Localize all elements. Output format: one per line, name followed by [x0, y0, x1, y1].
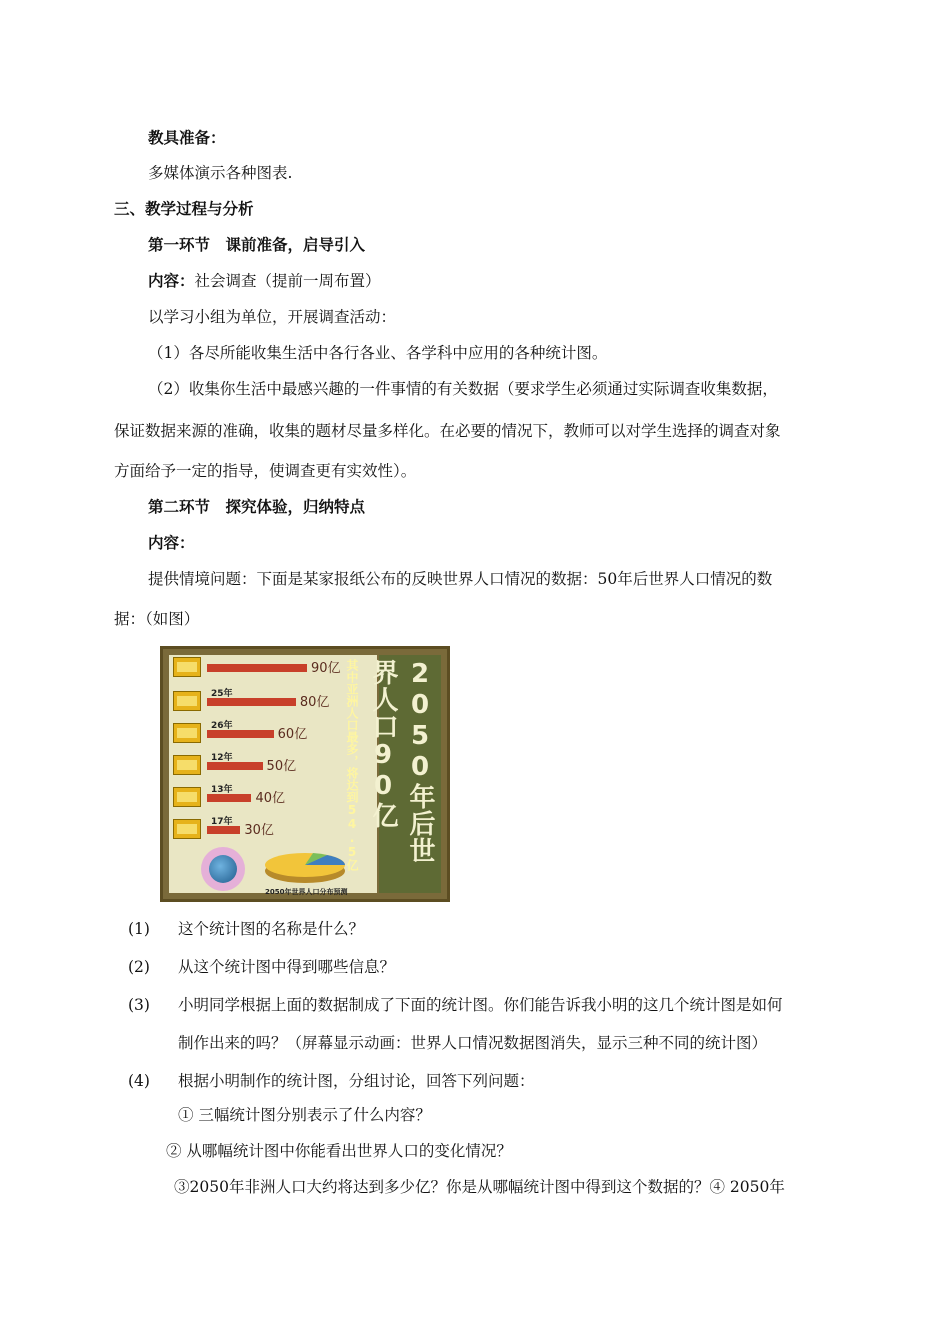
jiaoju-heading: 教具准备： — [148, 129, 226, 147]
question-number: (1) — [128, 920, 150, 938]
year-tab — [173, 723, 201, 743]
question-item — [128, 919, 364, 939]
activity-line: 以学习小组为单位，开展调查活动： — [148, 308, 397, 326]
year-tab — [173, 755, 201, 775]
population-bar — [207, 794, 251, 802]
content2-label: 内容： — [148, 534, 195, 552]
year-gap-label: 26年 — [211, 721, 233, 731]
question-text: 从这个统计图中得到哪些信息？ — [178, 958, 396, 976]
question-text: 制作出来的吗？（屏幕显示动画：世界人口情况数据图消失，显示三种不同的统计图） — [178, 1034, 768, 1052]
year-tab — [173, 787, 201, 807]
bar-label: 60亿 — [277, 727, 308, 742]
section-heading: 三、教学过程与分析 — [114, 200, 254, 218]
year-tab — [173, 819, 201, 839]
item2-line1: （2）收集你生活中最感兴趣的一件事情的有关数据（要求学生必须通过实际调查收集数据， — [148, 380, 778, 398]
jiaoju-body: 多媒体演示各种图表. — [148, 164, 293, 182]
globe-icon — [209, 855, 237, 883]
bar-label: 90亿 — [311, 661, 341, 676]
subquestion-item: ③2050年非洲人口大约将达到多少亿？你是从哪幅统计图中得到这个数据的？④ 2050年 — [174, 1178, 785, 1196]
problem-line1: 提供情境问题：下面是某家报纸公布的反映世界人口情况的数据：50年后世界人口情况的数 — [148, 570, 773, 588]
question-text: 这个统计图的名称是什么？ — [178, 920, 365, 938]
population-bar — [207, 826, 240, 834]
bar-label: 40亿 — [255, 791, 285, 806]
figure-subtitle: 其中亚洲人口最多，将达到54.5亿 — [345, 659, 359, 871]
subquestion-item: ① 三幅统计图分别表示了什么内容？ — [178, 1106, 431, 1124]
question-item — [128, 1033, 767, 1053]
problem-line2: 据：（如图） — [114, 610, 200, 628]
population-bar — [207, 664, 307, 672]
population-bar — [207, 762, 263, 770]
year-gap-label: 12年 — [211, 753, 233, 763]
population-bar — [207, 730, 274, 738]
item2-line2: 保证数据来源的准确，收集的题材尽量多样化。在必要的情况下，教师可以对学生选择的调查对象 — [114, 422, 781, 440]
subquestion-item: ② 从哪幅统计图中你能看出世界人口的变化情况？ — [166, 1142, 512, 1160]
content1-text: 社会调查（提前一周布置） — [194, 272, 381, 290]
figure-title: 2050年后世界人口90亿 — [368, 659, 435, 864]
figure-title-band — [345, 655, 441, 893]
pie-caption: 2050年世界人口分布预测 — [265, 888, 348, 896]
year-gap-label: 17年 — [211, 817, 233, 827]
bar-label: 30亿 — [244, 823, 274, 838]
step1-heading: 第一环节 课前准备，启导引入 — [148, 236, 366, 254]
bar-label: 80亿 — [299, 695, 330, 710]
population-figure — [160, 646, 450, 902]
question-number: (3) — [128, 996, 150, 1014]
year-tab — [173, 691, 201, 711]
question-number: (4) — [128, 1072, 150, 1090]
year-tab — [173, 657, 201, 677]
question-item — [128, 1071, 535, 1091]
year-gap-label: 13年 — [211, 785, 233, 795]
item2-line3: 方面给予一定的指导，使调查更有实效性）。 — [114, 462, 417, 480]
question-text: 根据小明制作的统计图，分组讨论，回答下列问题： — [178, 1072, 535, 1090]
question-text: 小明同学根据上面的数据制成了下面的统计图。你们能告诉我小明的这几个统计图是如何 — [178, 996, 783, 1014]
bar-label: 50亿 — [266, 759, 297, 774]
content1-line — [148, 271, 381, 291]
content1-label: 内容： — [148, 272, 195, 290]
step2-heading: 第二环节 探究体验，归纳特点 — [148, 498, 366, 516]
item1-line: （1）各尽所能收集生活中各行各业、各学科中应用的各种统计图。 — [148, 344, 608, 362]
question-item — [128, 957, 395, 977]
year-gap-label: 25年 — [211, 689, 233, 699]
population-bar — [207, 698, 296, 706]
question-number: (2) — [128, 958, 150, 976]
question-item — [128, 995, 783, 1015]
